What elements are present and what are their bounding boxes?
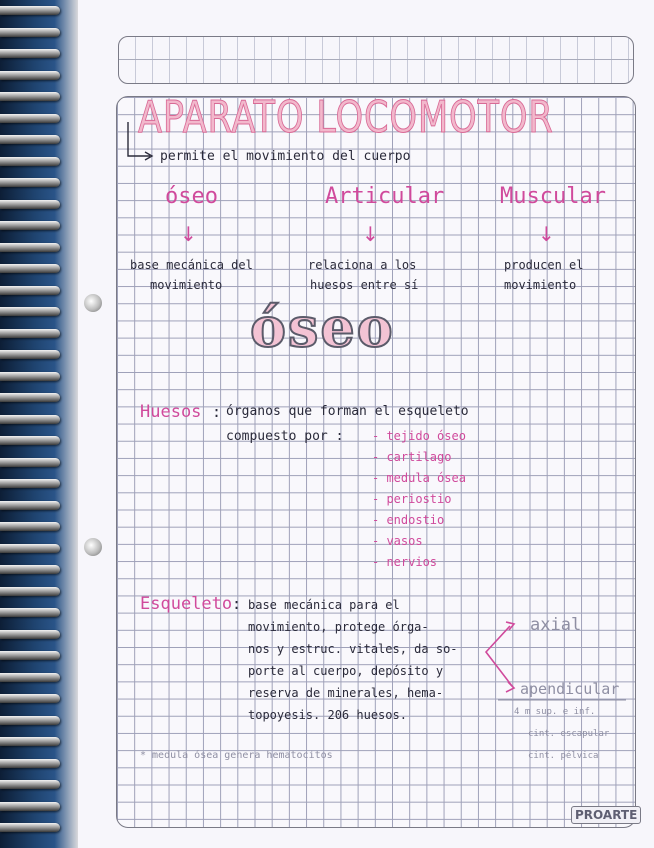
oseo-desc-2: movimiento [150, 278, 223, 292]
category-oseo: óseo [165, 184, 218, 209]
apendicular-note: cint. escapular [528, 729, 610, 739]
esqueleto-line: movimiento, protege órga- [248, 620, 429, 634]
esqueleto-line: reserva de minerales, hema- [248, 686, 444, 700]
muscular-desc-1: producen el [504, 258, 584, 272]
huesos-composed-by: compuesto por : [226, 429, 344, 444]
component-item: - nervios [372, 555, 438, 569]
component-item: - vasos [372, 534, 423, 548]
brand-logo: PROARTE [571, 806, 641, 824]
apendicular-note: 4 m sup. e inf. [514, 707, 596, 717]
category-articular: Articular [325, 184, 445, 209]
esqueleto-line: topoyesis. 206 huesos. [248, 708, 407, 722]
subtitle-arrow [128, 122, 150, 156]
branch-arrow-bottom [506, 682, 514, 692]
category-muscular: Muscular [500, 184, 606, 209]
arrow-down-icon: ↓ [362, 222, 379, 246]
branch-axial: axial [530, 615, 582, 635]
page-title: APARATO LOCOMOTOR [138, 92, 554, 143]
branch-bracket [486, 626, 512, 686]
arrow-down-icon: ↓ [180, 222, 197, 246]
esqueleto-line: nos y estruc. vitales, da so- [248, 642, 458, 656]
apendicular-note: cint. pélvica [528, 751, 599, 761]
esqueleto-label: Esqueleto [140, 594, 233, 614]
oseo-desc-1: base mecánica del [130, 258, 253, 272]
page-subtitle: permite el movimiento del cuerpo [160, 149, 411, 164]
component-item: - medula ósea [372, 471, 466, 485]
section-title: óseo [250, 295, 395, 359]
component-item: - periostio [372, 492, 452, 506]
branch-apendicular: apendicular [520, 680, 620, 698]
arrow-down-icon: ↓ [538, 222, 555, 246]
huesos-colon: : [212, 403, 222, 421]
huesos-label: Huesos [140, 402, 202, 422]
esqueleto-line: base mecánica para el [248, 598, 400, 612]
articular-desc-2: huesos entre sí [310, 278, 419, 292]
esqueleto-colon: : [232, 595, 242, 613]
esqueleto-line: porte al cuerpo, depósito y [248, 664, 444, 678]
component-item: - endostio [372, 513, 445, 527]
component-item: - tejido óseo [372, 429, 466, 443]
huesos-definition: órganos que forman el esqueleto [226, 404, 469, 419]
footnote: * medula ósea genera hematocitos [140, 750, 333, 761]
muscular-desc-2: movimiento [504, 278, 577, 292]
articular-desc-1: relaciona a los [308, 258, 417, 272]
component-item: - cartilago [372, 450, 452, 464]
